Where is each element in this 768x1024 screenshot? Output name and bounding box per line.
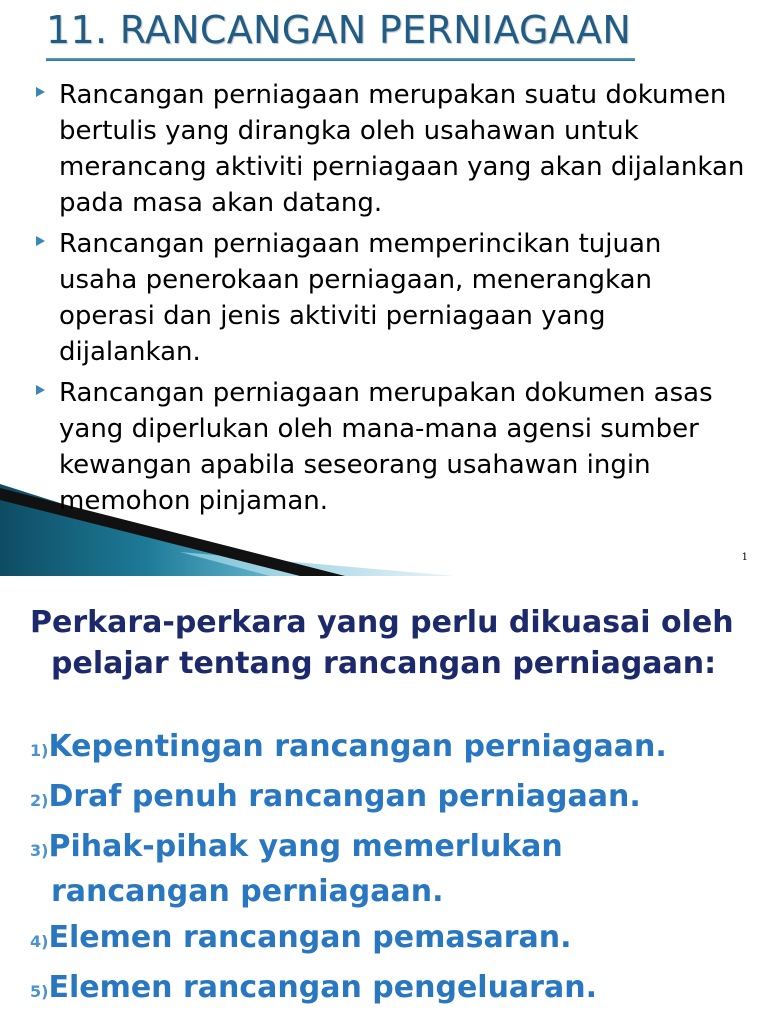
list-item bbox=[30, 826, 750, 912]
bullet-text: Rancangan perniagaan merupakan dokumen asas yang diperlukan oleh mana-mana agensi sumber kewangan apabila seseorang usahawan ingin memohon pinjaman. bbox=[59, 378, 713, 516]
list-item bbox=[30, 726, 750, 771]
item-number: 4) bbox=[30, 932, 49, 951]
list-item bbox=[30, 776, 750, 821]
item-text: Elemen rancangan pengeluaran. bbox=[48, 970, 597, 1005]
list-item bbox=[30, 967, 750, 1012]
slide-2 bbox=[0, 576, 768, 1024]
bullet-arrow-icon bbox=[36, 236, 45, 246]
list-item bbox=[30, 917, 750, 962]
item-number: 3) bbox=[30, 841, 49, 860]
item-number: 2) bbox=[30, 791, 49, 810]
item-text: Kepentingan rancangan perniagaan. bbox=[48, 729, 667, 764]
numbered-list bbox=[30, 726, 750, 1017]
page-number: 1 bbox=[741, 552, 748, 563]
title-underline bbox=[46, 58, 635, 61]
item-text: Elemen rancangan pemasaran. bbox=[48, 920, 572, 955]
bullet-list bbox=[33, 77, 748, 524]
item-text: Draf penuh rancangan perniagaan. bbox=[48, 779, 641, 814]
item-number: 1) bbox=[30, 741, 49, 760]
bullet-arrow-icon bbox=[36, 385, 45, 395]
bullet-text: Rancangan perniagaan memperincikan tujuan usaha penerokaan perniagaan, menerangkan operasi dan jenis aktiviti perniagaan yang dijalankan. bbox=[59, 229, 662, 367]
slide-heading: Perkara-perkara yang perlu dikuasai oleh pelajar tentang rancangan perniagaan: bbox=[30, 605, 734, 681]
slide-title: 11. RANCANGAN PERNIAGAAN bbox=[46, 8, 632, 52]
bullet-arrow-icon bbox=[36, 87, 45, 97]
item-text: Pihak-pihak yang memerlukan rancangan perniagaan. bbox=[48, 829, 563, 909]
bullet-item bbox=[33, 375, 748, 519]
bullet-item bbox=[33, 77, 748, 221]
bullet-text: Rancangan perniagaan merupakan suatu dokumen bertulis yang dirangka oleh usahawan untuk merancang aktiviti perniagaan yang akan dijalankan pada masa akan datang. bbox=[59, 80, 745, 218]
bullet-item bbox=[33, 226, 748, 370]
item-number: 5) bbox=[30, 982, 49, 1001]
